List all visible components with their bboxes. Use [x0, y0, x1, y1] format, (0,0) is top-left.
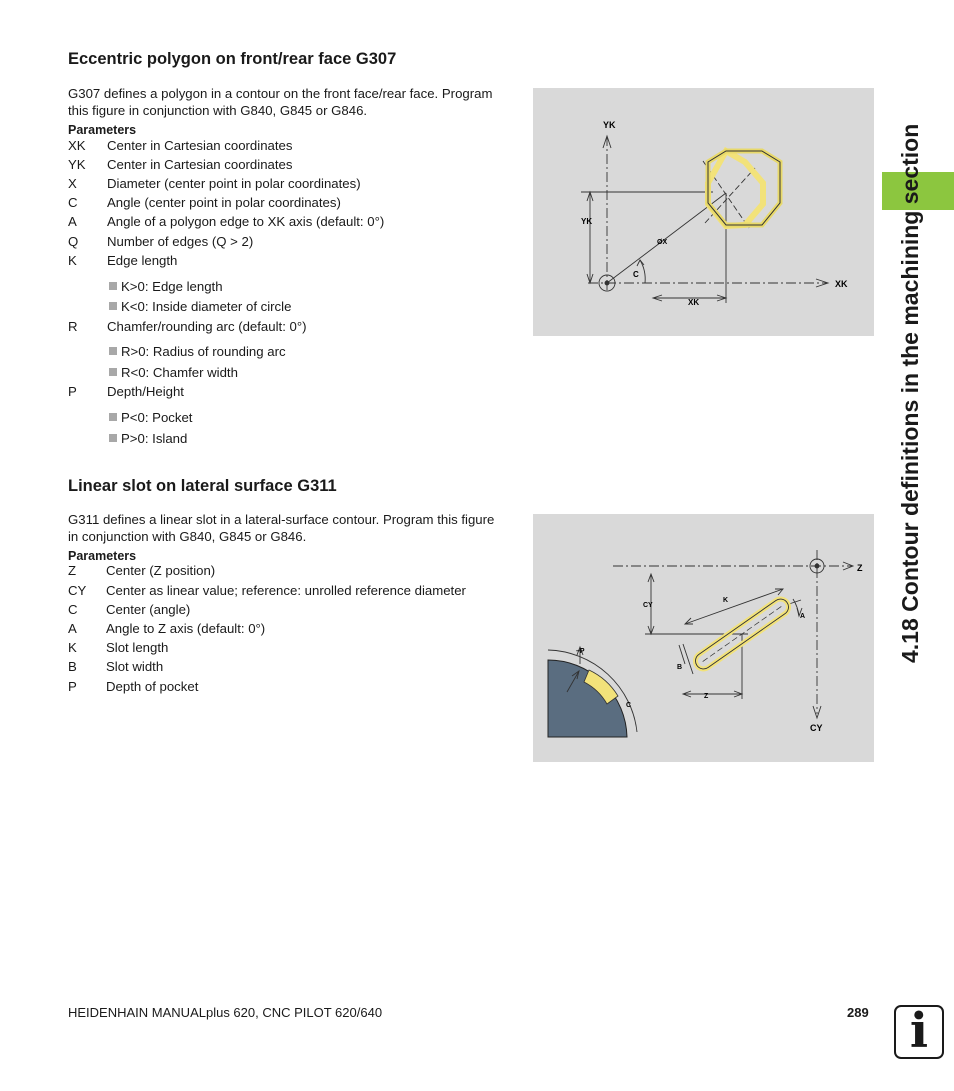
k-label: K	[723, 597, 729, 604]
param-row: CY Center as linear value; reference: unrolled reference diameter	[68, 583, 466, 598]
xk-dim-label: XK	[688, 298, 700, 307]
section1-params-label: Parameters	[68, 123, 137, 137]
list-item: K<0: Inside diameter of circle	[109, 299, 291, 315]
z-axis-label: Z	[857, 563, 863, 573]
x-diameter-label: ØX	[657, 239, 668, 246]
param-row: Q Number of edges (Q > 2)	[68, 234, 254, 249]
param-row: C Center (angle)	[68, 602, 191, 617]
page-number: 289	[847, 1005, 869, 1020]
list-item: R<0: Chamfer width	[109, 365, 238, 381]
param-row: A Angle to Z axis (default: 0°)	[68, 621, 266, 636]
footer-manual-title: HEIDENHAIN MANUALplus 620, CNC PILOT 620/640	[68, 1005, 383, 1020]
yk-dim-label: YK	[581, 217, 593, 226]
section1-heading: Eccentric polygon on front/rear face G307	[68, 50, 397, 68]
param-row: P Depth/Height	[68, 384, 184, 399]
list-item: P<0: Pocket	[109, 410, 192, 426]
param-row: A Angle of a polygon edge to XK axis (default: 0°)	[68, 214, 385, 229]
bullet-icon	[109, 368, 117, 376]
bullet-icon	[109, 347, 117, 355]
param-row: K Slot length	[68, 640, 169, 655]
polygon-figure	[533, 88, 874, 336]
bullet-icon	[109, 413, 117, 421]
xk-axis-label: XK	[835, 279, 848, 289]
c-angle-label: C	[633, 270, 639, 279]
section2-heading: Linear slot on lateral surface G311	[68, 477, 337, 495]
p-label: –P	[576, 648, 585, 655]
yk-axis-label: YK	[603, 120, 616, 130]
param-row: P Depth of pocket	[68, 679, 199, 694]
slot-figure	[533, 514, 874, 762]
list-item: K>0: Edge length	[109, 279, 223, 295]
section2-intro: G311 defines a linear slot in a lateral-surface contour. Program this figure in conjunction with G840, G845 or G846.	[68, 512, 495, 544]
section1-intro: G307 defines a polygon in a contour on the front face/rear face. Program this figure in conjunction with G840, G845 or G846.	[68, 86, 493, 118]
cy-axis-label: CY	[810, 723, 823, 733]
info-icon: i	[894, 1005, 944, 1059]
a-label: A	[800, 613, 806, 620]
c-label: C	[626, 702, 632, 709]
param-row: C Angle (center point in polar coordinates)	[68, 195, 341, 210]
param-row: X Diameter (center point in polar coordinates)	[68, 176, 361, 191]
z-dim-label: Z	[704, 693, 709, 700]
param-row: B Slot width	[68, 659, 164, 674]
slot-diagram	[533, 514, 874, 762]
cy-dim-label: CY	[643, 602, 653, 609]
param-row: K Edge length	[68, 253, 178, 268]
polygon-diagram	[533, 88, 874, 336]
list-item: P>0: Island	[109, 431, 187, 447]
bullet-icon	[109, 434, 117, 442]
param-row: YK Center in Cartesian coordinates	[68, 157, 293, 172]
param-row: R Chamfer/rounding arc (default: 0°)	[68, 319, 307, 334]
param-row: Z Center (Z position)	[68, 563, 216, 578]
chapter-title: 4.18 Contour definitions in the machining section	[897, 123, 923, 663]
bullet-icon	[109, 282, 117, 290]
bullet-icon	[109, 302, 117, 310]
b-label: B	[677, 664, 683, 671]
param-row: XK Center in Cartesian coordinates	[68, 138, 293, 153]
section2-params-label: Parameters	[68, 549, 137, 563]
list-item: R>0: Radius of rounding arc	[109, 344, 286, 360]
